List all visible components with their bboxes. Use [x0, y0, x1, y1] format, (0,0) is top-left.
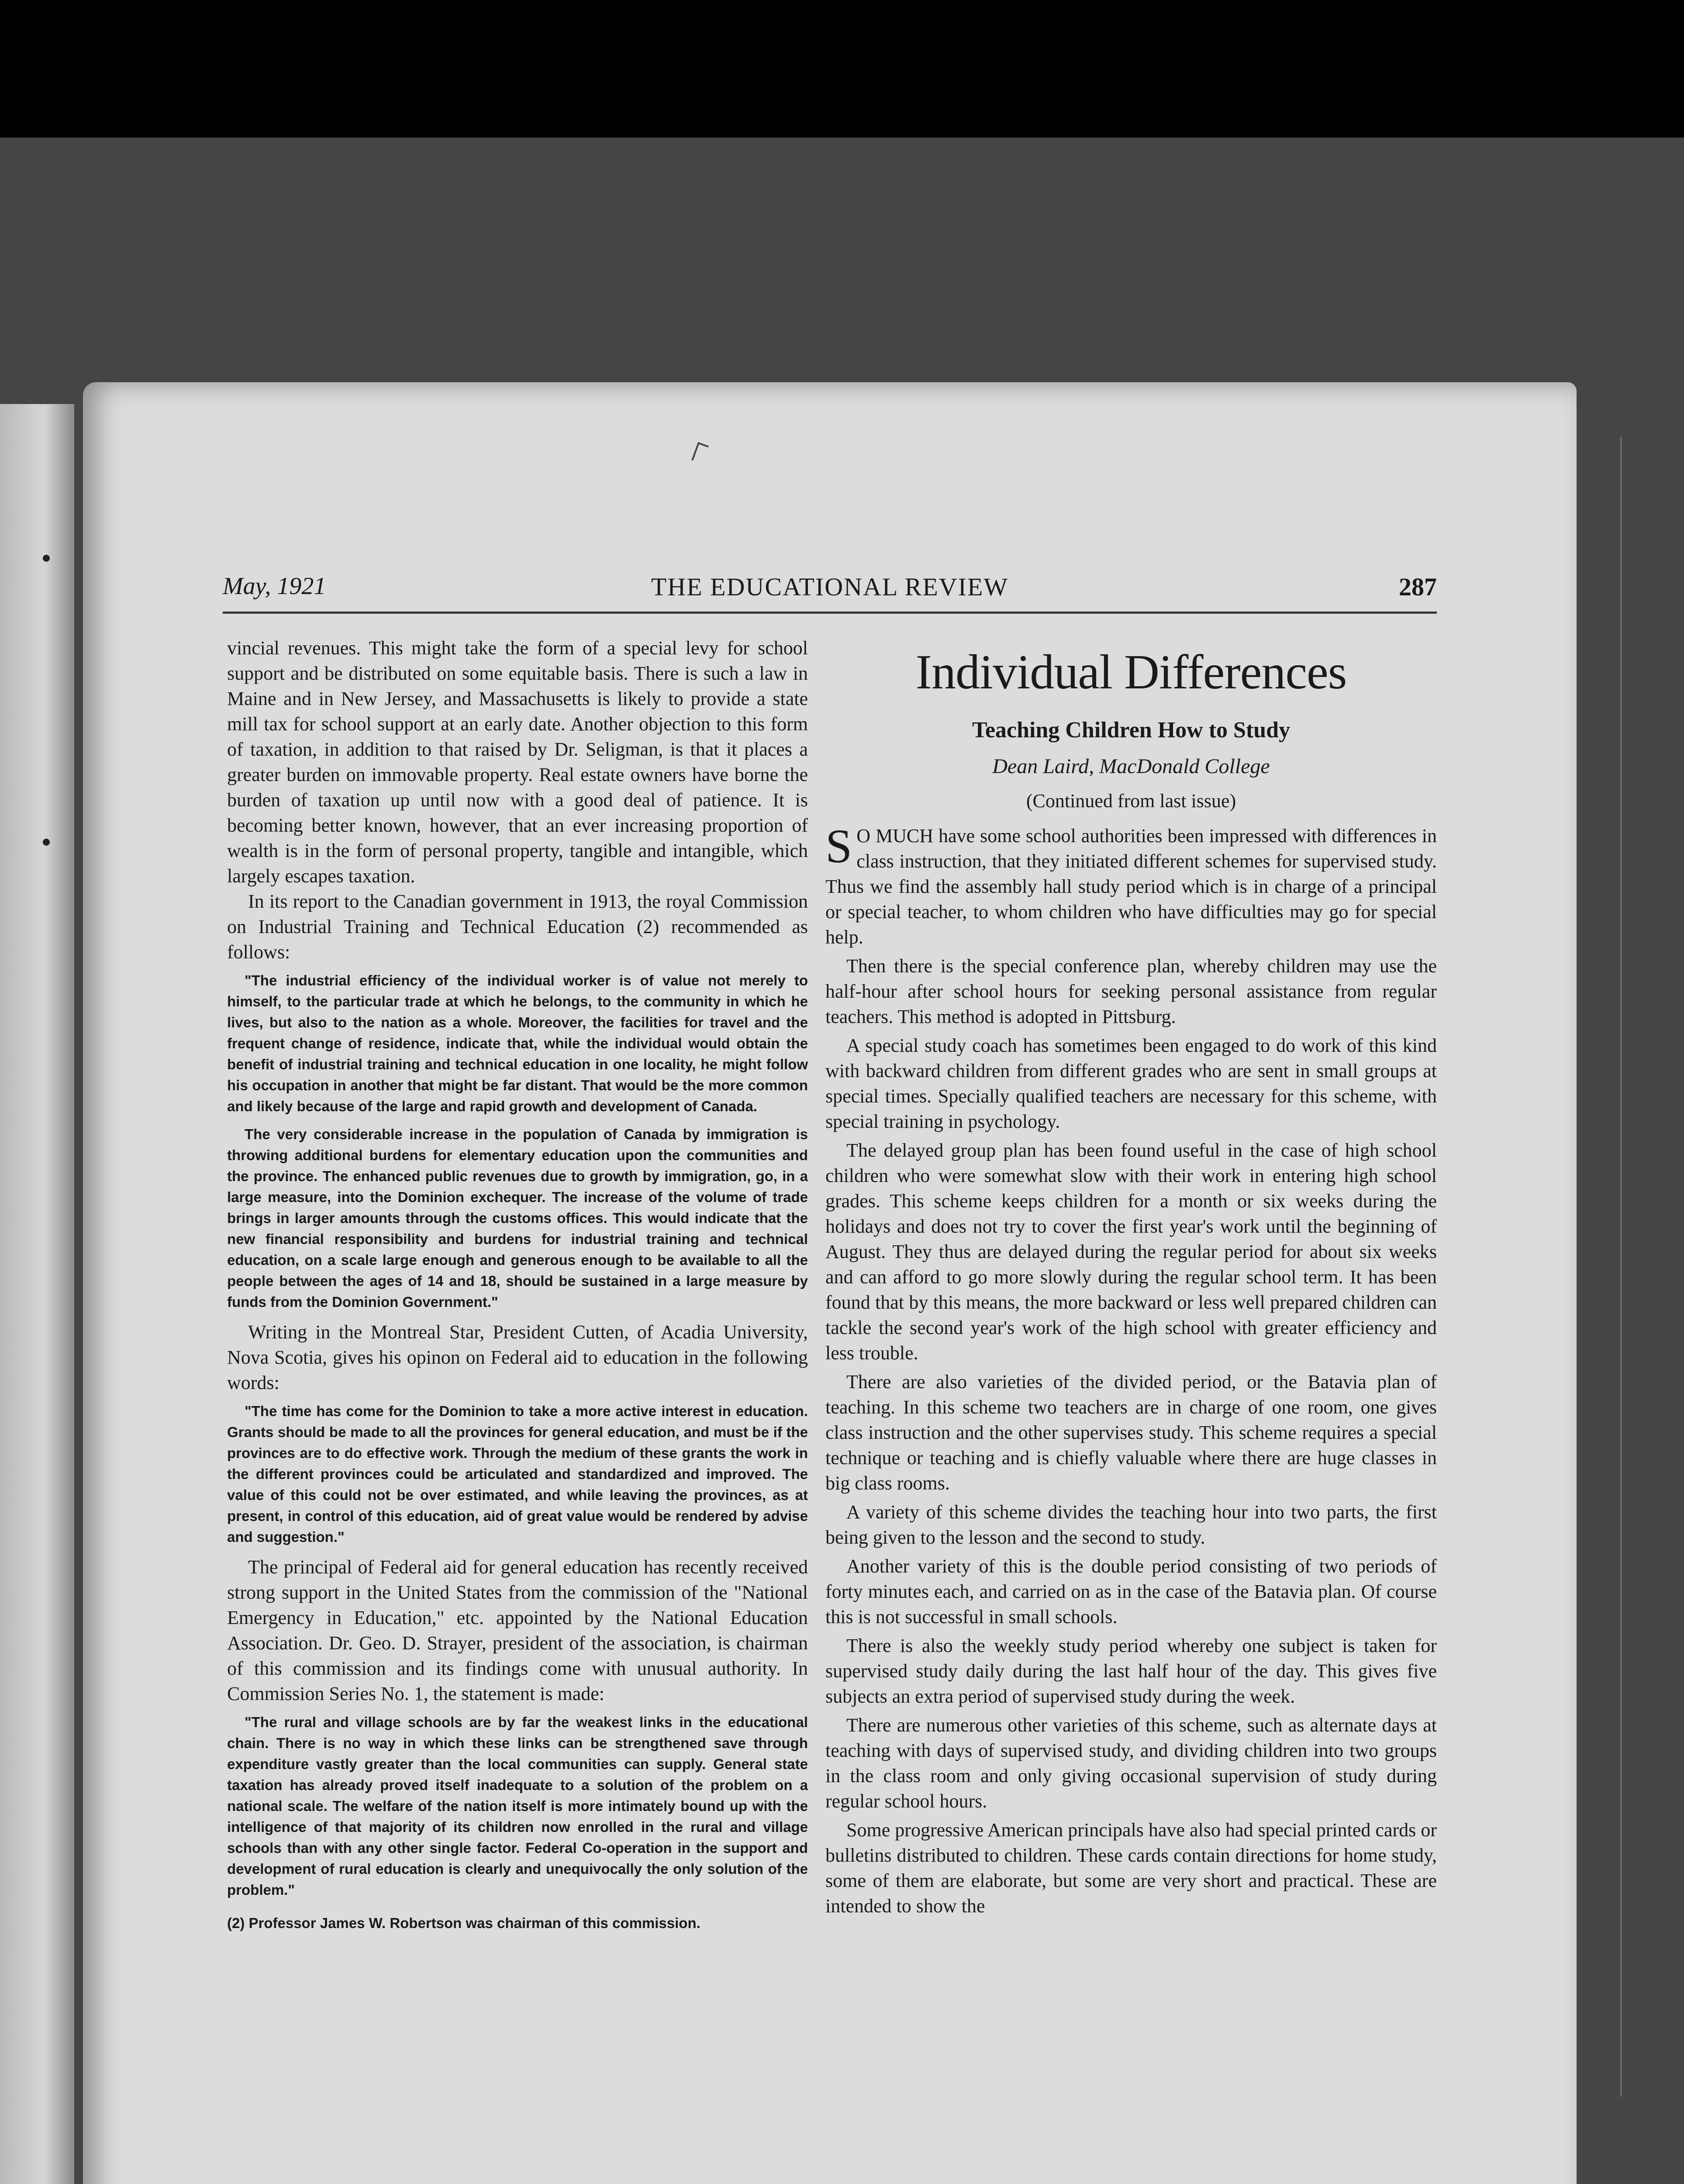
- block-quote: "The rural and village schools are by far the weakest links in the educational chain. There is no way in which these links can be strengthened save through expenditure vastly greater than the local communities can supply. General state taxation has already proved itself inadequate to a solution of the problem on a national scale. The welfare of the nation itself is more intimately bound up with the intelligence of that majority of its children now enrolled in the rural and village schools than with any other single factor. Federal Co-operation in the support and development of rural education is clearly and unequivocally the only solution of the problem.": [227, 1714, 808, 1898]
- continued-note: (Continued from last issue): [1026, 790, 1236, 812]
- paragraph: Some progressive American principals have also had special printed cards or bulletins distributed to children. These cards contain directions for home study, some of them are elaborate, but some are very short and practical. These are intended to show the: [825, 1819, 1437, 1917]
- footnote: (2) Professor James W. Robertson was chairman of this commission.: [227, 1915, 701, 1931]
- paragraph: The delayed group plan has been found useful in the case of high school children who were somewhat slow with their work in entering high school grades. This scheme keeps children for a month or six weeks during the holidays and does not try to cover the first year's work until the beginning of August. They thus are delayed during the regular period for about six weeks and can afford to go more slowly during the regular school term. It has been found that by this means, the more backward or less well prepared children can tackle the second year's work of the high school with greater efficiency and less trouble.: [825, 1140, 1437, 1364]
- film-edge-line: [1620, 437, 1622, 2097]
- paragraph: The principal of Federal aid for general education has recently received strong support in the United States from the commission of the "National Emergency in Education," etc. appointed by the National Education Association. Dr. Geo. D. Strayer, president of the association, is chairman of this commission and its findings come with unusual authority. In Commission Series No. 1, the statement is made:: [227, 1556, 808, 1704]
- first-paragraph-text: O MUCH have some school authorities been impressed with differences in class instruction, that they initiated different schemes for supervised study. Thus we find the assembly hall study period which is in charge of a principal or special teacher, to whom children who have difficulties may go for special help.: [825, 825, 1437, 948]
- drop-cap: S: [825, 819, 852, 873]
- paragraph: Another variety of this is the double period consisting of two periods of forty minutes each, and carried on as in the case of the Batavia plan. Of course this is not successful in small schools.: [825, 1555, 1437, 1628]
- paragraph: A variety of this scheme divides the teaching hour into two parts, the first being given to the lesson and the second to study.: [825, 1501, 1437, 1548]
- paragraph: Writing in the Montreal Star, President Cutten, of Acadia University, Nova Scotia, gives his opinon on Federal aid to education in the following words:: [227, 1321, 808, 1393]
- block-quote: "The industrial efficiency of the individual worker is of value not merely to himself, to the particular trade at which he belongs, to the community in which he lives, but also to the nation as a whole. Moreover, the facilities for travel and the frequent change of residence, indicate that, while the individual would obtain the benefit of industrial training and technical education in one locality, he might follow his occupation in another that might be far distant. That would be the more common and likely because of the large and rapid growth and development of Canada.: [227, 972, 808, 1114]
- paragraph: vincial revenues. This might take the form of a special levy for school support and be distributed on some equitable basis. There is such a law in Maine and in New Jersey, and Massachusetts is likely to provide a state mill tax for school support at an early date. Another objection to this form of taxation, in addition to that raised by Dr. Seligman, is that it places a greater burden on immovable property. Real estate owners have borne the burden of taxation up until now with a good deal of patience. It is becoming better known, however, that an ever increasing proportion of wealth is in the form of personal property, tangible and intangible, which largely escapes taxation.: [227, 637, 808, 887]
- paragraph: Then there is the special conference plan, whereby children may use the half-hour after school hours for seeking personal assistance from regular teachers. This method is adopted in Pittsburg.: [825, 955, 1437, 1027]
- page-number: 287: [1399, 573, 1437, 601]
- running-header: [223, 572, 1437, 614]
- article-title: Individual Differences: [915, 645, 1347, 699]
- journal-title: THE EDUCATIONAL REVIEW: [651, 573, 1009, 601]
- block-quote: "The time has come for the Dominion to take a more active interest in education. Grants should be made to all the provinces for general education, and must be if the provinces are to do effective work. Through the medium of these grants the work in the different provinces could be articulated and standardized and improved. The value of this could not be over estimated, and while leaving the provinces, as at present, in control of this education, aid of great value would be rendered by advise and suggestion.": [227, 1403, 808, 1545]
- article-byline: Dean Laird, MacDonald College: [992, 755, 1270, 778]
- binding-hole: [43, 839, 50, 846]
- facing-page-edge: [0, 404, 74, 2184]
- paragraph: There are numerous other varieties of this scheme, such as alternate days at teaching with days of supervised study, and dividing children into two groups in the class room and only giving occasional supervision of study during regular school hours.: [825, 1714, 1437, 1812]
- article-subtitle: Teaching Children How to Study: [972, 718, 1291, 743]
- issue-date: May, 1921: [223, 573, 326, 600]
- paragraph: A special study coach has sometimes been engaged to do work of this kind with backward children from different grades who are sent in small groups at special times. Specially qualified teachers are necessary for this scheme, with special training in psychology.: [825, 1035, 1437, 1132]
- paragraph: There is also the weekly study period whereby one subject is taken for supervised study daily during the last half hour of the day. This gives five subjects an extra period of supervised study during the week.: [825, 1635, 1437, 1707]
- article-column: [825, 636, 1437, 2184]
- left-text-column: [227, 636, 808, 2184]
- paragraph: There are also varieties of the divided period, or the Batavia plan of teaching. In this scheme two teachers are in charge of one room, one gives class instruction and the other supervises study. This scheme requires a special technique or teaching and is chiefly valuable where there are huge classes in big class rooms.: [825, 1371, 1437, 1494]
- paragraph: In its report to the Canadian government in 1913, the royal Commission on Industrial Training and Technical Education (2) recommended as follows:: [227, 891, 808, 963]
- article-first-paragraph: [825, 819, 1437, 950]
- block-quote: The very considerable increase in the population of Canada by immigration is throwing additional burdens for elementary education upon the communities and the province. The enhanced public revenues due to growth by immigration, go, in a large measure, into the Dominion exchequer. The increase of the volume of trade brings in larger amounts through the customs offices. This would indicate that the new financial responsibility and burdens for industrial training and technical education, on a scale large enough and generous enough to be available to all the people between the ages of 14 and 18, should be sustained in a large measure by funds from the Dominion Government.": [227, 1126, 808, 1310]
- binding-hole: [43, 555, 50, 562]
